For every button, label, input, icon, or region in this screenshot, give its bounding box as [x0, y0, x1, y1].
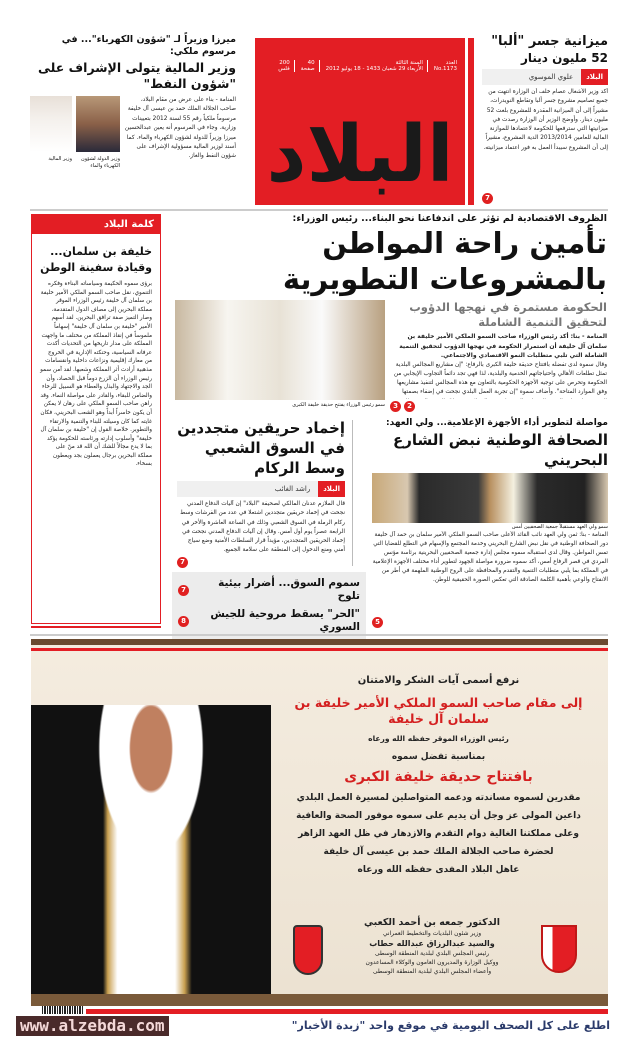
- lead-subhead[interactable]: الحكومة مستمرة في نهجها الدؤوب لتحقيق التنمية الشاملة: [409, 300, 607, 329]
- ad-line3: رئيس الوزراء الموقر حفظه الله ورعاه: [368, 734, 509, 743]
- ad-line7: داعين المولى عز وجل أن يديم على سموه موفور الصحة والعافية: [296, 811, 581, 821]
- page-ref-badge: 7: [178, 585, 189, 596]
- editorial-headline[interactable]: خليفة بن سلمان... وقيادة سفينة الوطن: [40, 245, 152, 274]
- municipality-logo: [293, 925, 323, 975]
- teaser-text: سموم السوق... أضرار بيئية تلوح: [218, 577, 360, 602]
- press-kicker[interactable]: مواصلة لتطوير أداء الأجهزة الإعلامية... ولي العهد:: [386, 418, 608, 428]
- photo-minister-oil: [30, 96, 72, 152]
- byline-author: علوي الموسوي: [528, 73, 574, 81]
- teaser[interactable]: [172, 603, 366, 634]
- editorial-box: [31, 214, 161, 624]
- ad-line8: وعلى مملكتنا الغالية دوام التقدم والازدهار في ظل العهد الزاهر: [298, 829, 579, 839]
- ad-signer4: وأعضاء المجلس البلدي لبلدية المنطقة الوسطى: [372, 968, 492, 975]
- masthead: [255, 38, 465, 205]
- footer-site-link[interactable]: www.alzebda.com: [16, 1016, 169, 1036]
- bahrain-emblem: [541, 925, 577, 973]
- caption-finance: وزير المالية: [48, 156, 72, 162]
- ad-signer1: الدكتور جمعه بن أحمد الكعبي: [364, 917, 500, 928]
- congratulation-ad[interactable]: [31, 639, 608, 1006]
- issue-number: No.1173: [433, 66, 457, 72]
- top-right-byline: [482, 69, 608, 85]
- byline-tag: البلاد: [581, 69, 608, 85]
- page-count-label: صفحة: [300, 66, 315, 72]
- price: 200: [279, 60, 290, 66]
- newspaper-logo[interactable]: البلاد: [266, 110, 454, 200]
- date: الأربعاء 29 شعبان 1433 - 18 يوليو 2012: [325, 66, 423, 72]
- ad-line5: بافتتاح حديقة خليفة الكبرى: [344, 769, 533, 785]
- press-photo-caption: سمو ولي العهد مستقبلاً جمعية الصحفيين أمس: [511, 524, 608, 530]
- fire-rule: [352, 420, 353, 566]
- fire-headline[interactable]: إخماد حريقين متجددين في السوق الشعبي وسط الركام: [177, 419, 345, 477]
- ad-line4: بمناسبة تفضل سموه: [391, 752, 486, 762]
- ad-signer3: ووكيل الوزارة والمديرون العامون والوكلاء المساعدون: [365, 959, 499, 966]
- page-ref-badge[interactable]: 2: [404, 401, 415, 412]
- barcode: [42, 1006, 84, 1014]
- page-ref-badge[interactable]: 7: [177, 557, 188, 568]
- page-ref-badge: 8: [178, 616, 189, 627]
- photo-minister-electricity: [76, 96, 120, 152]
- page-count: 40: [307, 60, 315, 66]
- press-headline[interactable]: الصحافة الوطنية نبض الشارع البحريني: [392, 431, 608, 469]
- page-ref-badge[interactable]: 3: [390, 401, 401, 412]
- divider: [30, 209, 608, 211]
- top-right-story: [482, 34, 608, 204]
- ad-signer2: والسيد عبدالرزاق عبدالله حطاب: [369, 939, 495, 948]
- lead-kicker[interactable]: الظروف الاقتصادية لم تؤثر على اندفاعنا نحو البناء... رئيس الوزراء:: [292, 213, 607, 224]
- caption-electricity: وزير الدولة لشؤون الكهرباء والماء: [81, 156, 120, 169]
- ad-line6: مقدرين لسموه مساندته ودعمه المتواصلين لمسيرة العمل البلدي: [296, 793, 581, 803]
- top-right-headline[interactable]: ميزانية جسر "ألبا": [491, 34, 608, 49]
- fire-byline: [177, 481, 345, 497]
- lead-headline[interactable]: تأمين راحة المواطن بالمشروعات التطويرية: [282, 226, 607, 296]
- lead-photo-caption: سمو رئيس الوزراء يفتتح حديقة خليفة الكبرى: [292, 402, 385, 408]
- ad-line9: لحضرة صاحب الجلالة الملك حمد بن عيسى آل خليفة: [323, 847, 554, 857]
- press-story: [372, 418, 608, 628]
- top-right-body: أكد وزير الأشغال عصام خلف أن الوزارة انتهت من جميع تصاميم مشروع جسر ألبا وتقاطع النويدرات، مشيراً إلى أن الميزانية المقدرة للمشروع بلغت 52 مليون دينار. وأوضح الوزير أن الوزارة رصدت في ميزانيتها التي سترفعها للحكومة لاعتمادها للموازنة المالية للعامين 2013/2014 الدية المشروع، مشيراً إلى أن المشروع سيبدأ العمل به فور اعتماد ميزانيته.: [483, 89, 608, 151]
- lead-intro: المنامة - بنا: أكد رئيس الوزراء صاحب السمو الملكي الأمير خليفة بن سلمان آل خليفة أن استمرار الحكومة في نهجها الدؤوب لتحقيق التنمية الشاملة التي تلبي متطلبات النمو الاقتصادي والاجتماعي.: [399, 333, 607, 359]
- divider: [30, 634, 608, 636]
- editorial-body: برؤى سموه الحكيمة وسياساته البناءة وفكره التنموي، نقل صاحب السمو الملكي الأمير خليفة بن سلمان آل خليفة رئيس الوزراء الموقر مملكة البحرين إلى مصاف الدول المتقدمة، وصار التميز صفة ترافق البحرين. لقد أسهم الأمير "خليفة بن سلمان آل خليفة" إسهاماً ملموساً في إنقاذ المملكة من مختلف ما واجهت المملكة على مدار تاريخها من التحديات أكدت عرفانه السياسية، وحنكته الإدارية في الخروج من معارك إقليمية ونزاعات داخلية وانقسامات مذهبية أرادت أثر المملكة وشعبها. لقد آمن سمو رئيس الوزراء أن الزرع دوماً قبل الحصاد، وأن الجد والاجتهاد والبذل والعطاء هو السبيل للرخاء والضامن للبقاء، والقادر على مواصلة النماء. وقد راهن صاحب السمو الملكي على رهان لا يمكن أن يكون خاسراً أبداً وهو الشعب البحريني، فكان غايته كما كان وسيلته للبناء والتنمية والارتقاء والتطوير. خلاصة القول إن "خليفة بن سلمان آل خليفة" وأسلوب إدارته ورئاسته للحكومة يؤكد بما لا يدع مجالاً للشك أن الله قد منّ على مملكة البحرين برجال يعملون بجد ويعطون بسخاء.: [40, 281, 152, 468]
- byline-tag: البلاد: [318, 481, 345, 497]
- ad-signer2-title: رئيس المجلس البلدي لبلدية المنطقة الوسطى: [374, 950, 490, 957]
- top-right-subheadline[interactable]: 52 مليون دينار: [520, 51, 608, 65]
- ad-signer1-title: وزير شئون البلديات والتخطيط العمراني: [382, 930, 482, 937]
- top-left-kicker[interactable]: ميرزا وزيراً لـ "شؤون الكهرباء"... في مرسوم ملكي:: [61, 34, 236, 57]
- ad-line1: نرفع أسمى آيات الشكر والامتنان: [357, 675, 520, 686]
- page-ref-badge[interactable]: 5: [372, 617, 383, 628]
- ad-line2: إلى مقام صاحب السمو الملكي الأمير خليفة بن سلمان آل خليفة: [294, 695, 583, 726]
- teaser-text: "الحر" يسقط مروحية للجيش السوري: [210, 608, 360, 633]
- top-left-headline[interactable]: وزير المالية يتولى الإشراف على "شؤون النفط": [38, 60, 236, 91]
- top-left-heading: [30, 34, 236, 92]
- press-body: المنامة - بنا: ثمن ولي العهد نائب القائد الأعلى صاحب السمو الملكي الأمير سلمان بن حمد آل خليفة دور الصحافة الوطنية في نقل نبض الشارع البحريني وخدمة المجتمع والإسهام في التطلع للقضايا التي تمس المواطن. وقال لدى استقباله سموه مجلس إدارة جمعية الصحفيين البحرينية برئاسة مؤنس المردي في قصر الرفاع أمس، أكد سموه ضرورة مواصلة الجهود لتطوير أداء مختلف الأجهزة الإعلامية في المملكة بما يلبي متطلبات التنمية والتقدم والمحافظة على الروح الوطنية الملهمة في أطر من الانفتاح والوعي بأهمية الكلمة الصادقة التي تعكس الصورة الحقيقية للوطن.: [372, 532, 608, 583]
- year: السنة الثالثة: [395, 60, 423, 66]
- ad-red-stripe: [31, 648, 608, 651]
- ad-line10: عاهل البلاد المفدى حفظه الله ورعاه: [357, 865, 520, 875]
- page-ref-badge[interactable]: 7: [482, 193, 493, 204]
- issue-label: العدد: [445, 60, 457, 66]
- teasers-box: [172, 572, 366, 639]
- masthead-strip: [468, 38, 474, 205]
- top-left-body: المنامة - بناء على عرض من مقام البلاد، صاحب الجلالة الملك حمد بن عيسى آل خليفة مرسوماً ملكياً رقم 55 لسنة 2012 بتعيينات وزارية. وجاء في المرسوم أنه يعين عبدالحسين ميرزا وزيراً للدولة لشؤون الكهرباء والماء. كما أسند لوزير المالية مسؤولية الإشراف على شؤون النفط والغاز.: [124, 97, 236, 160]
- lead-photo: [175, 300, 385, 400]
- press-photo: [372, 473, 608, 523]
- price-label: فلس: [278, 66, 290, 72]
- fire-story: [177, 418, 345, 568]
- footer-slogan[interactable]: اطلع على كل الصحف اليومية في موقع واحد "زبدة الأخبار": [291, 1019, 610, 1032]
- editorial-section: كلمة البلاد: [32, 215, 160, 234]
- byline-author: راشد الغائب: [274, 485, 311, 493]
- footer-red-bar: [86, 1009, 608, 1014]
- fire-body: قال الملازم عدنان المالكي لصحيفة "البلاد" إن آليات الدفاع المدني نجحت في إخماد حريقين متجددين اشتعلا في عدد من الفرشات وسط ركام الرملة في السوق الشعبي وذلك في الساعة العاشرة والأخر في الرابعة عصراً يوم أول أمس. وقال إن آليات الدفاع المدني نجحت في إخماد الحريقين المتجددين، مؤيداً قرار السلطات الأمنية وضع سياج أمني ومنع الدخول إلى المنطقة على سلامة الجميع.: [180, 501, 345, 554]
- lead-body: وقال سموه لدى تفضله بافتتاح حديقة خليفة الكبرى بالرفاع: "إن مشاريع المجالس البلدية تمثل تطلعات الأهالي واحتياجاتهم الخدمية والبلدية، لذا فهي تجد دائماً التجاوب الإيجابي من الحكومة وتحرص على توجيه الأجهزة الحكومية بالتعاون مع هذه المجالس لتنفيذ مشاريعها وفق الموارد المتاحة". وأضاف سموه "إن تجربة العمل البلدي نجحت في إضفاء بصمتها: [393, 361, 607, 396]
- lead-text: [390, 300, 607, 412]
- ad-portrait: [31, 705, 271, 994]
- teaser[interactable]: [172, 572, 366, 603]
- lead-heading: [170, 213, 607, 297]
- editorial-bottom-rule: [31, 626, 161, 628]
